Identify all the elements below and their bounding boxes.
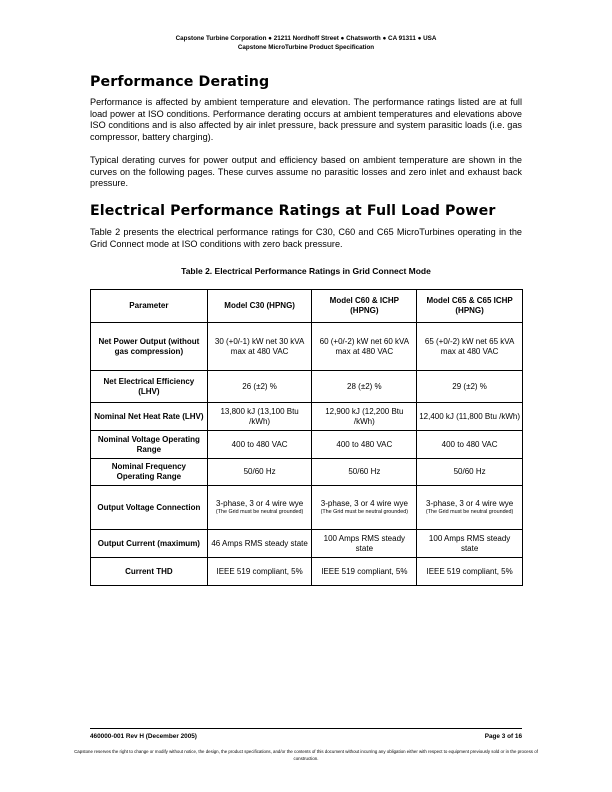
c60-cell <box>312 486 417 530</box>
c30-cell: 13,800 kJ (13,100 Btu /kWh) <box>207 403 312 431</box>
c60-connection-text: 3-phase, 3 or 4 wire wye <box>320 499 408 508</box>
param-cell: Nominal Frequency Operating Range <box>91 459 208 486</box>
c30-cell: 50/60 Hz <box>207 459 312 486</box>
param-cell: Nominal Net Heat Rate (LHV) <box>91 403 208 431</box>
c30-cell <box>207 486 312 530</box>
section-title-performance-derating: Performance Derating <box>90 74 270 90</box>
footer-disclaimer: Capstone reserves the right to change or modify without notice, the design, the product specifications, and/or the contents of this document without incurring any obligation either with respect to equipment previously sold or in the process of construction. <box>74 749 538 761</box>
c65-cell: 29 (±2) % <box>417 371 523 403</box>
c60-cell: 60 (+0/-2) kW net 60 kVA max at 480 VAC <box>312 323 417 371</box>
header-c65: Model C65 & C65 ICHP (HPNG) <box>417 290 523 323</box>
table-caption: Table 2. Electrical Performance Ratings in Grid Connect Mode <box>181 266 431 276</box>
c30-cell: 30 (+0/-1) kW net 30 kVA max at 480 VAC <box>207 323 312 371</box>
c65-connection-text: 3-phase, 3 or 4 wire wye <box>426 499 514 508</box>
c65-cell: IEEE 519 compliant, 5% <box>417 558 523 586</box>
c60-cell: 12,900 kJ (12,200 Btu /kWh) <box>312 403 417 431</box>
header-doc-title: Capstone MicroTurbine Product Specification <box>237 44 375 51</box>
header-parameter: Parameter <box>91 290 208 323</box>
footer-doc-number: 460000-001 Rev H (December 2005) <box>90 733 197 740</box>
table-row <box>91 431 523 459</box>
page-header <box>0 34 612 52</box>
table-row <box>91 371 523 403</box>
table-row <box>91 459 523 486</box>
c60-cell: 50/60 Hz <box>312 459 417 486</box>
c65-cell: 12,400 kJ (11,800 Btu /kWh) <box>417 403 523 431</box>
footer-page-number: Page 3 of 16 <box>484 733 522 740</box>
grid-neutral-note: (The Grid must be neutral grounded) <box>425 509 514 515</box>
grid-neutral-note: (The Grid must be neutral grounded) <box>215 509 304 515</box>
c60-cell: 100 Amps RMS steady state <box>312 530 417 558</box>
table-row <box>91 530 523 558</box>
section-title-electrical-ratings: Electrical Performance Ratings at Full Load Power <box>90 203 496 219</box>
c65-cell <box>417 486 523 530</box>
param-cell: Net Power Output (without gas compression) <box>91 323 208 371</box>
grid-neutral-note: (The Grid must be neutral grounded) <box>320 509 409 515</box>
derating-paragraph-2: Typical derating curves for power output and efficiency based on ambient temperature are shown in the curves on the following pages. These curves assume no parasitic losses and zero inlet and exhaust back pressure. <box>90 155 522 189</box>
table-row <box>91 486 523 530</box>
c30-cell: 46 Amps RMS steady state <box>207 530 312 558</box>
header-address: Capstone Turbine Corporation ● 21211 Nordhoff Street ● Chatsworth ● CA 91311 ● USA <box>175 35 437 42</box>
c60-cell: 400 to 480 VAC <box>312 431 417 459</box>
table-row <box>91 558 523 586</box>
table-row <box>91 403 523 431</box>
c65-cell: 400 to 480 VAC <box>417 431 523 459</box>
ratings-paragraph: Table 2 presents the electrical performance ratings for C30, C60 and C65 MicroTurbines operating in the Grid Connect mode at ISO conditions with zero back pressure. <box>90 227 522 249</box>
table-header-row <box>91 290 523 323</box>
footer-divider <box>90 728 522 729</box>
param-cell: Output Voltage Connection <box>91 486 208 530</box>
c30-connection-text: 3-phase, 3 or 4 wire wye <box>216 499 304 508</box>
c65-cell: 50/60 Hz <box>417 459 523 486</box>
param-cell: Output Current (maximum) <box>91 530 208 558</box>
derating-paragraph-1: Performance is affected by ambient temperature and elevation. The performance ratings listed are at full load power at ISO conditions. Performance derating occurs at ambient temperatures and elevations above ISO conditions and is also affected by air inlet pressure, back pressure and system parasitic loads (i.e. gas compressor, battery charging). <box>90 97 522 142</box>
param-cell: Nominal Voltage Operating Range <box>91 431 208 459</box>
c60-cell: 28 (±2) % <box>312 371 417 403</box>
header-c30: Model C30 (HPNG) <box>207 290 312 323</box>
c65-cell: 100 Amps RMS steady state <box>417 530 523 558</box>
c30-cell: 400 to 480 VAC <box>207 431 312 459</box>
c30-cell: 26 (±2) % <box>207 371 312 403</box>
performance-table <box>90 289 523 586</box>
c60-cell: IEEE 519 compliant, 5% <box>312 558 417 586</box>
table-row <box>91 323 523 371</box>
param-cell: Current THD <box>91 558 208 586</box>
c30-cell: IEEE 519 compliant, 5% <box>207 558 312 586</box>
param-cell: Net Electrical Efficiency (LHV) <box>91 371 208 403</box>
c65-cell: 65 (+0/-2) kW net 65 kVA max at 480 VAC <box>417 323 523 371</box>
header-c60: Model C60 & ICHP (HPNG) <box>312 290 417 323</box>
